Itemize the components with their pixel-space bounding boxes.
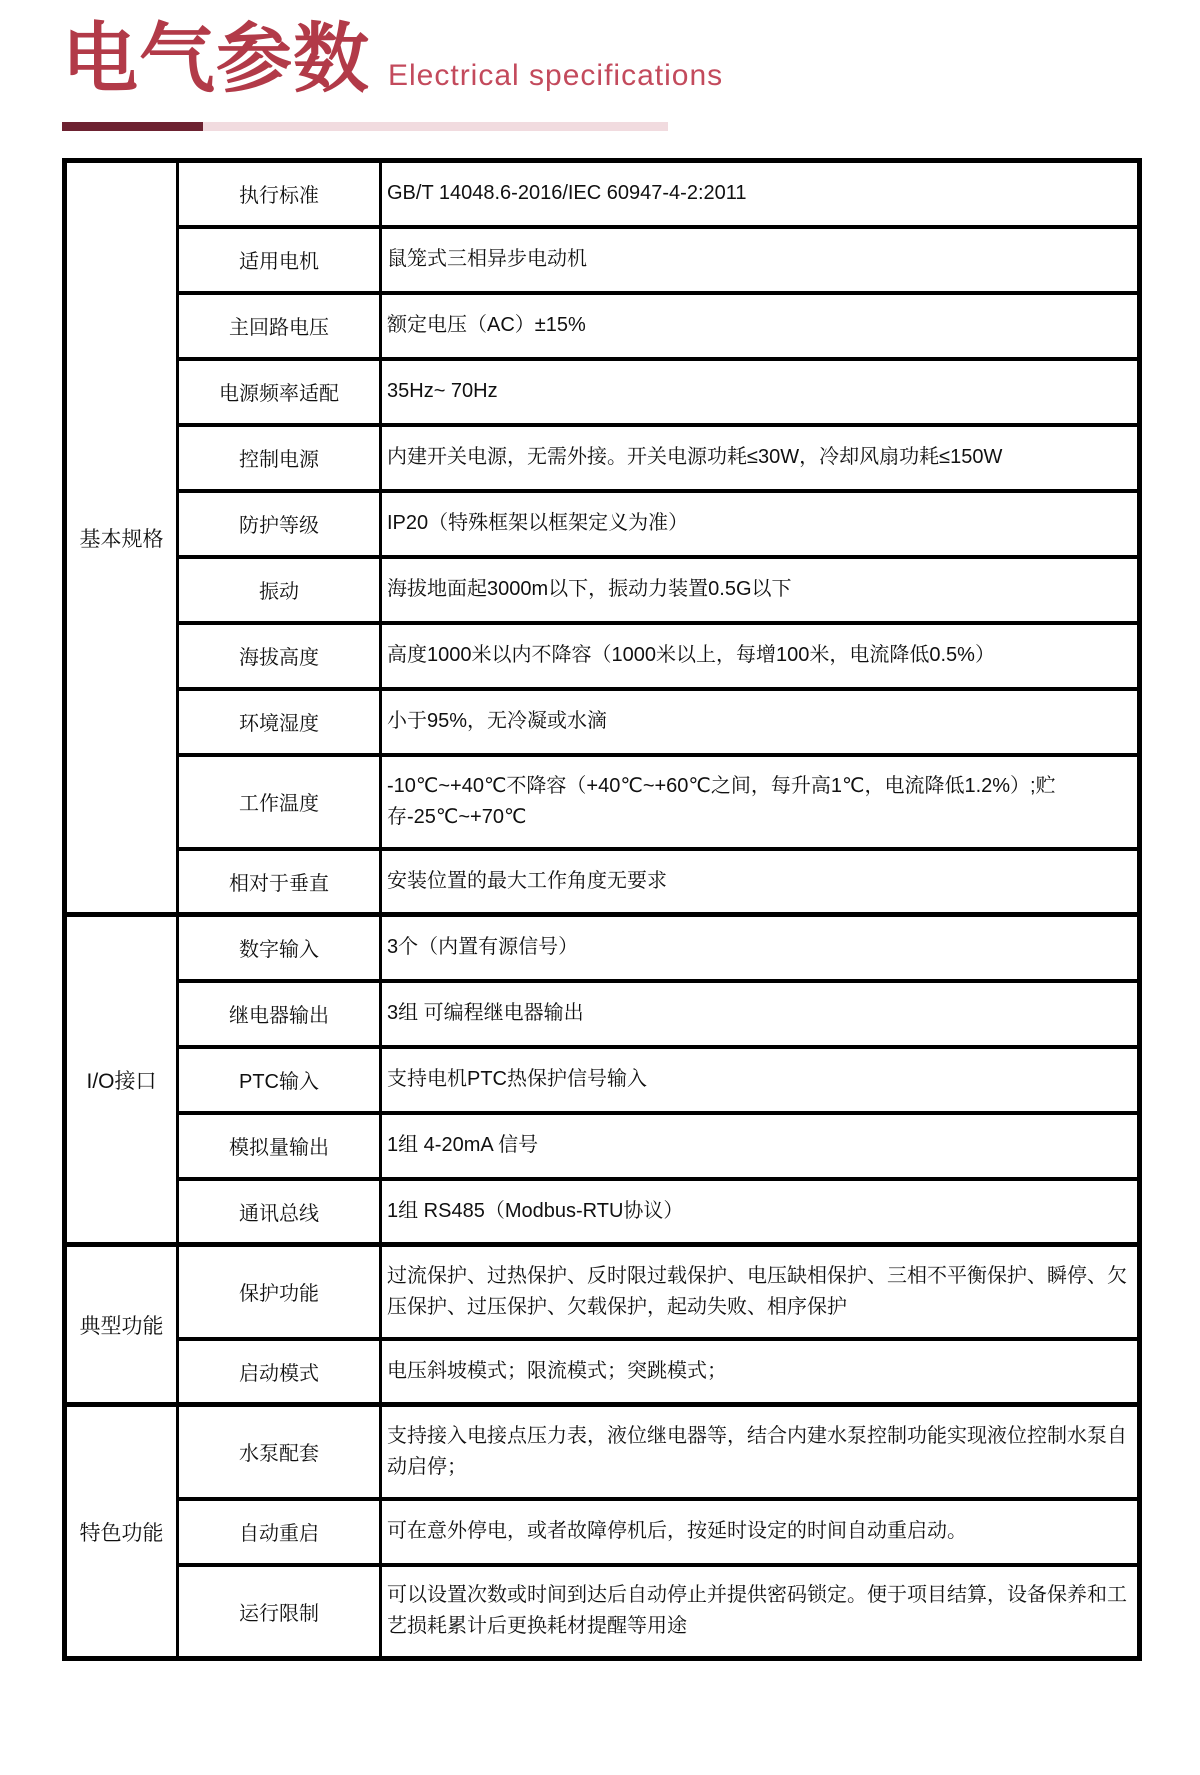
value-cell: 内建开关电源，无需外接。开关电源功耗≤30W，冷却风扇功耗≤150W [381,425,1140,491]
value-cell: 支持接入电接点压力表，液位继电器等，结合内建水泵控制功能实现液位控制水泵自动启停； [381,1405,1140,1499]
value-cell: 支持电机PTC热保护信号输入 [381,1047,1140,1113]
table-row [65,359,1140,425]
page-subtitle: Electrical specifications [388,59,724,92]
value-cell: 35Hz~ 70Hz [381,359,1140,425]
table-row [65,1405,1140,1499]
param-cell: 自动重启 [178,1499,381,1565]
table-row [65,1047,1140,1113]
value-cell: 小于95%，无冷凝或水滴 [381,689,1140,755]
param-cell: 启动模式 [178,1339,381,1405]
table-row [65,689,1140,755]
param-cell: PTC输入 [178,1047,381,1113]
table-row [65,1499,1140,1565]
value-cell: 1组 RS485（Modbus-RTU协议） [381,1179,1140,1245]
table-row [65,1245,1140,1339]
value-cell: 额定电压（AC）±15% [381,293,1140,359]
category-cell-typical-functions: 典型功能 [65,1245,178,1405]
table-row [65,1113,1140,1179]
param-cell: 振动 [178,557,381,623]
param-cell: 电源频率适配 [178,359,381,425]
param-cell: 环境湿度 [178,689,381,755]
title-underline [62,122,668,131]
value-cell: 电压斜坡模式；限流模式；突跳模式； [381,1339,1140,1405]
table-row [65,1565,1140,1659]
param-cell: 控制电源 [178,425,381,491]
category-cell-io: I/O接口 [65,915,178,1245]
table-row [65,1179,1140,1245]
value-cell: 可以设置次数或时间到达后自动停止并提供密码锁定。便于项目结算，设备保养和工艺损耗累计后更换耗材提醒等用途 [381,1565,1140,1659]
table-row [65,227,1140,293]
title-line [62,14,1142,106]
param-cell: 海拔高度 [178,623,381,689]
param-cell: 适用电机 [178,227,381,293]
param-cell: 防护等级 [178,491,381,557]
title-underline-light-segment [203,122,668,131]
table-row [65,557,1140,623]
table-row [65,425,1140,491]
value-cell: 1组 4-20mA 信号 [381,1113,1140,1179]
param-cell: 工作温度 [178,755,381,849]
table-row [65,161,1140,227]
page-title: 电气参数 [62,17,370,102]
value-cell: 安装位置的最大工作角度无要求 [381,849,1140,915]
param-cell: 继电器输出 [178,981,381,1047]
param-cell: 数字输入 [178,915,381,981]
value-cell: -10℃~+40℃不降容（+40℃~+60℃之间，每升高1℃，电流降低1.2%）;贮存-25℃~+70℃ [381,755,1140,849]
category-cell-basic-specs: 基本规格 [65,161,178,915]
table-row [65,915,1140,981]
param-cell: 水泵配套 [178,1405,381,1499]
param-cell: 运行限制 [178,1565,381,1659]
table-row [65,1339,1140,1405]
value-cell: 海拔地面起3000m以下，振动力装置0.5G以下 [381,557,1140,623]
header [62,14,1142,131]
value-cell: 3组 可编程继电器输出 [381,981,1140,1047]
value-cell: 鼠笼式三相异步电动机 [381,227,1140,293]
category-cell-special-features: 特色功能 [65,1405,178,1659]
value-cell: 可在意外停电，或者故障停机后，按延时设定的时间自动重启动。 [381,1499,1140,1565]
value-cell: 3个（内置有源信号） [381,915,1140,981]
value-cell: 过流保护、过热保护、反时限过载保护、电压缺相保护、三相不平衡保护、瞬停、欠压保护、过压保护、欠载保护，起动失败、相序保护 [381,1245,1140,1339]
param-cell: 主回路电压 [178,293,381,359]
param-cell: 相对于垂直 [178,849,381,915]
value-cell: GB/T 14048.6-2016/IEC 60947-4-2:2011 [381,161,1140,227]
table-row [65,981,1140,1047]
param-cell: 模拟量输出 [178,1113,381,1179]
table-row [65,849,1140,915]
param-cell: 保护功能 [178,1245,381,1339]
title-underline-dark-segment [62,122,203,131]
table-row [65,293,1140,359]
param-cell: 执行标准 [178,161,381,227]
table-row [65,755,1140,849]
value-cell: IP20（特殊框架以框架定义为准） [381,491,1140,557]
param-cell: 通讯总线 [178,1179,381,1245]
table-row [65,491,1140,557]
spec-table [62,158,1142,1661]
table-row [65,623,1140,689]
value-cell: 高度1000米以内不降容（1000米以上，每增100米，电流降低0.5%） [381,623,1140,689]
